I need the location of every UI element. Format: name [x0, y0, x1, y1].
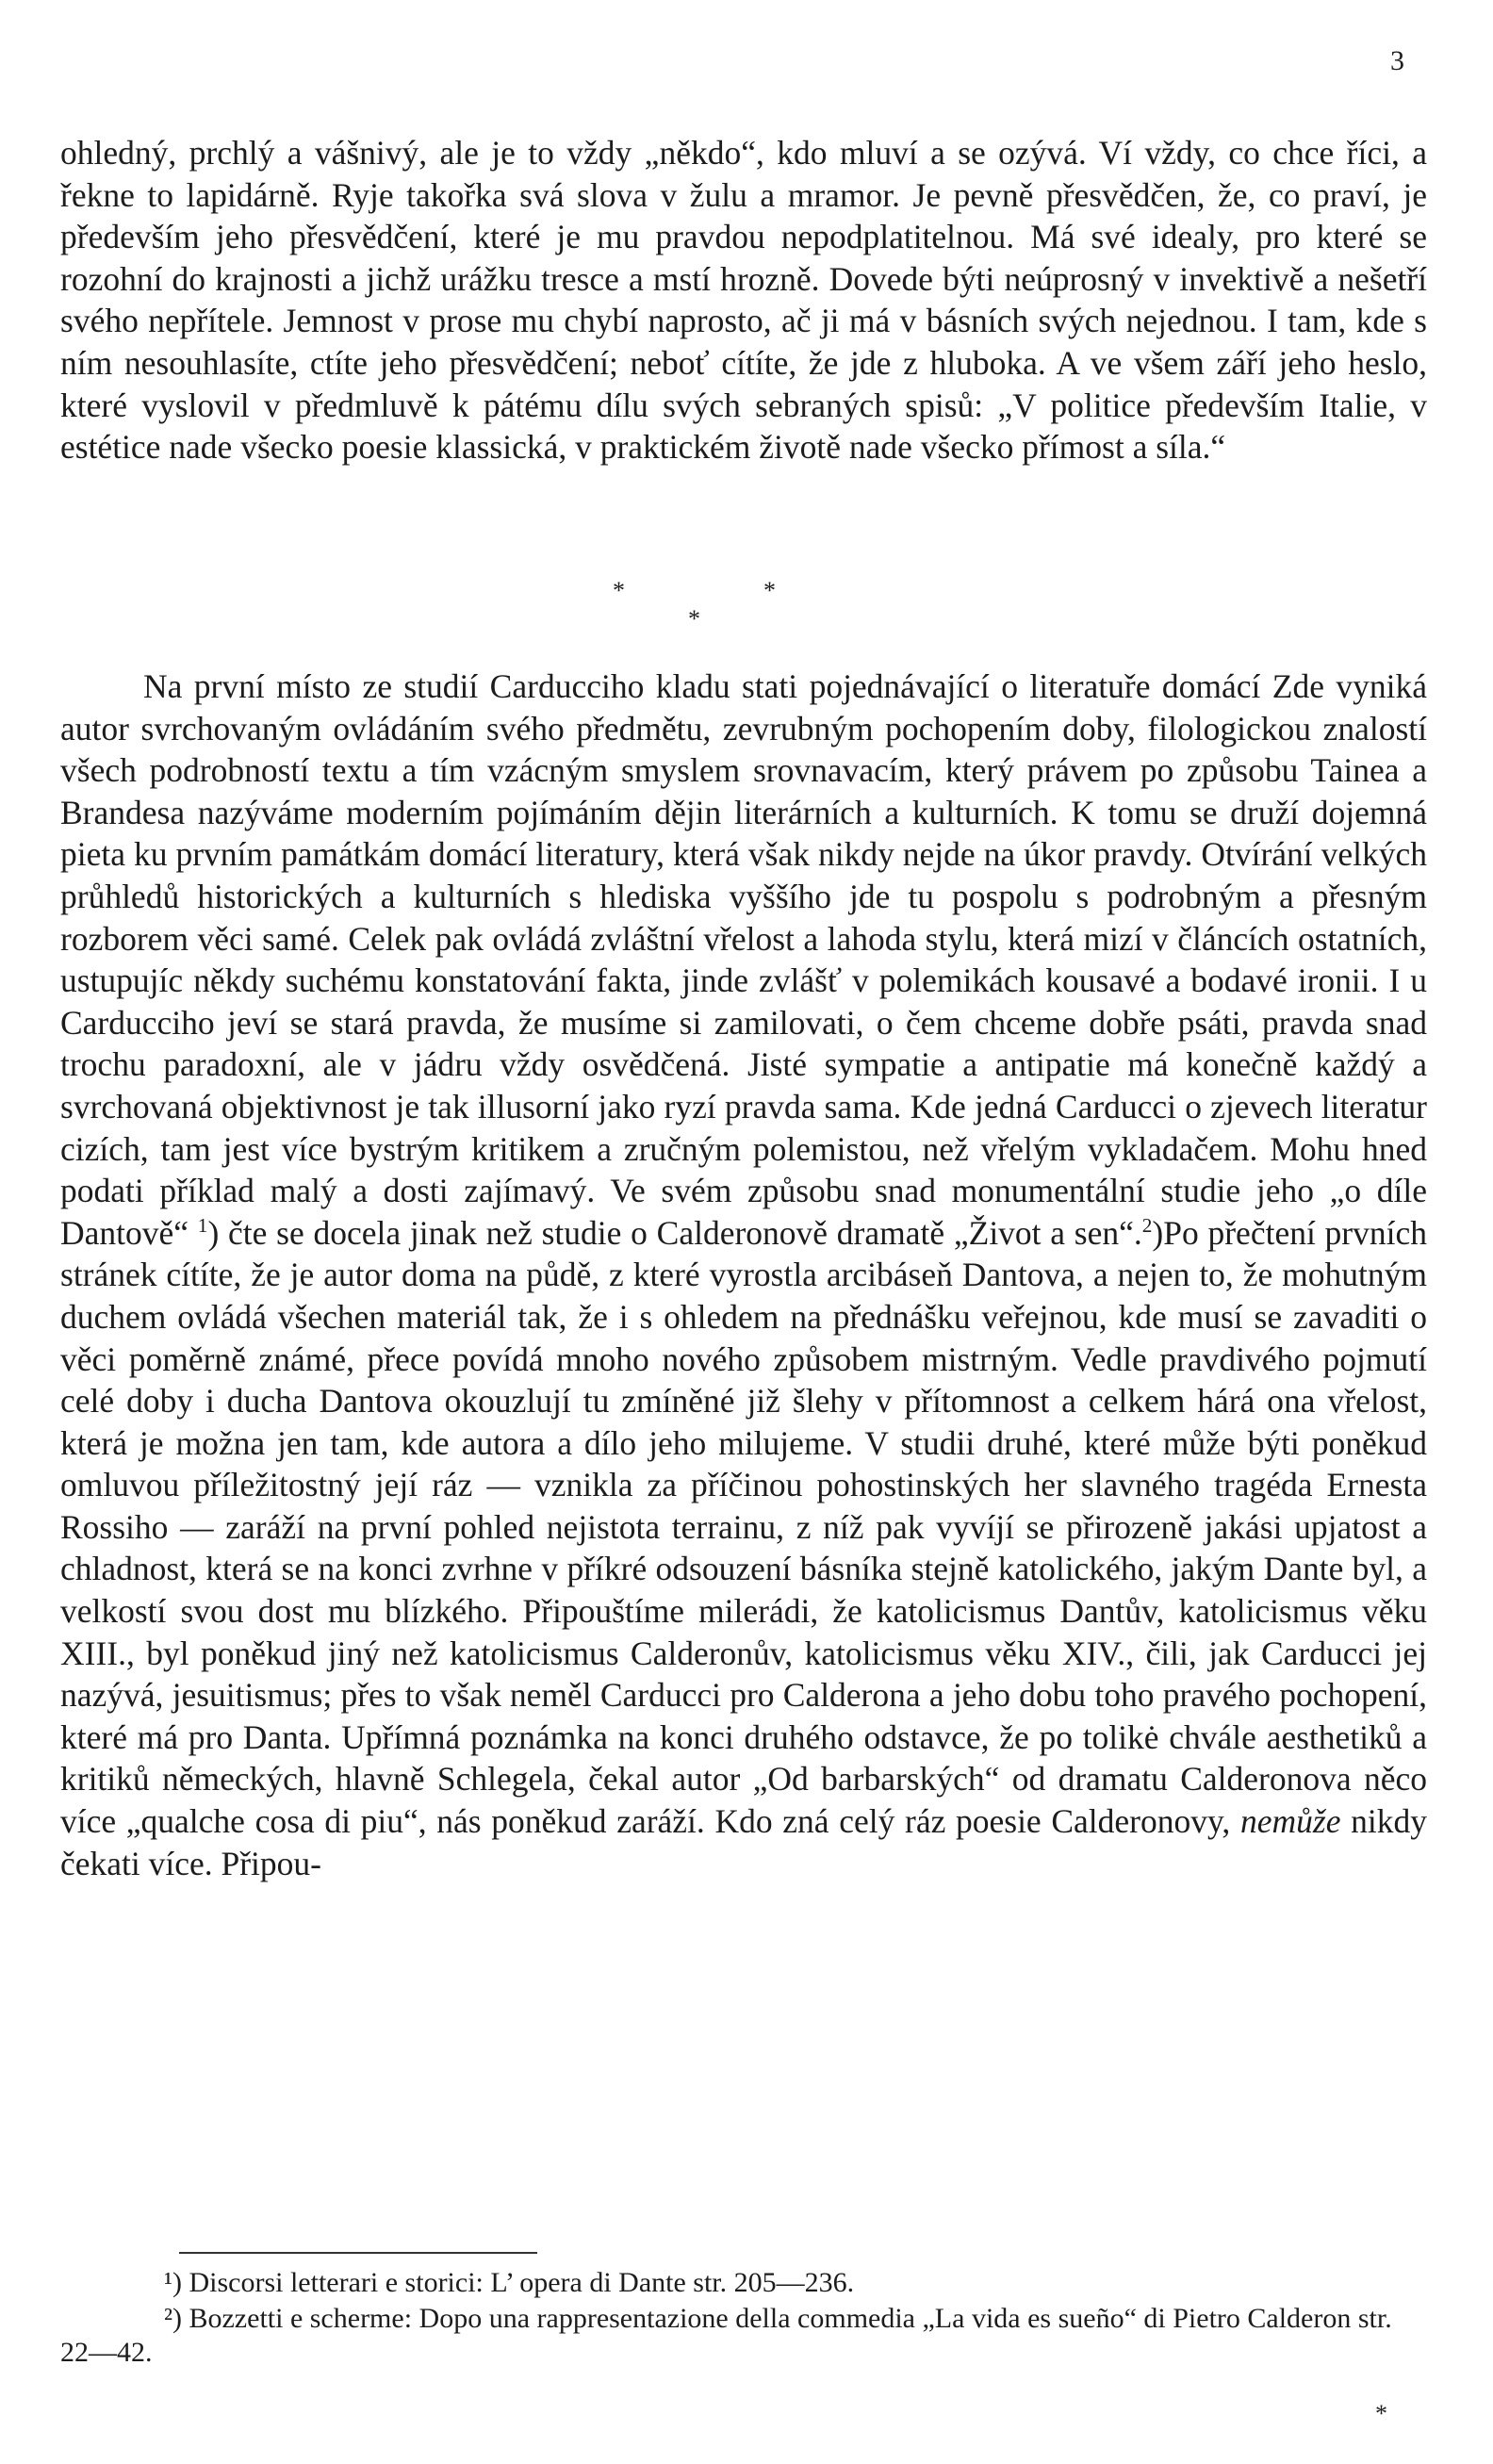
paragraph-2-part-c: )Po přečtení prvních stránek cítíte, že je autor doma na půdě, z které vyrostla arcibáseň Dantova, a nejen to, že mohutným duchem ovládá všechen materiál tak, že i s ohledem na přednášku veřejnou, kde musí se zavaditi o věci poměrně známé, přece povídá mnoho nového způsobem mistrným. Vedle pravdivého pojmutí celé doby i ducha Dantova okouzlují tu zmíněné již šlehy v přítomnost a celkem hárá ona vřelost, která je možna jen tam, kde autora a dílo jeho milujeme. V studii druhé, které může býti poněkud omluvou příležitostný její ráz — vznikla za příčinou pohostinských her slavného tragéda Ernesta Rossiho — zaráží na první pohled nejistota terrainu, z níž pak vyvíjí se přirozeně jakási upjatost a chladnost, která se na konci zvrhne v příkré odsouzení básníka stejně katolického, jakým Dante byl, a velkostí svou dost mu blízkého. Připouštíme milerádi, že katolicismus Dantův, katolicismus věku XIII., byl poněkud jiný než katolicismus Calderonův, katolicismus věku XIV., čili, jak Carducci jej nazývá, jesuitismus; přes to však neměl Carducci pro Calderona a jeho dobu toho pravého pochopení, které má pro Danta. Upřímná poznámka na konci druhého odstavce, že po tolikė chvále aesthetiků a kritiků německých, hlavně Schlegela, čekal autor „Od barbarských“ od dramatu Calderonova něco více „qualche cosa di piu“, nás poněkud zaráží. Kdo zná celý ráz poesie Calderonovy, [60, 1213, 1428, 1841]
footnote-1 [60, 2266, 1427, 2300]
footnote-ref-2: 2 [1141, 1213, 1153, 1237]
separator-star: * [613, 577, 625, 604]
footnote-2-text: Bozzetti e scherme: Dopo una rappresentazione della commedia „La vida es sueño“ di Pietro Calderon str. 22—42. [60, 2303, 1392, 2368]
paragraph-2-part-a: Na první místo ze studií Carducciho kladu stati pojednávající o literatuře domácí Zde vyniká autor svrchovaným ovládáním svého předmětu, zevrubným pochopením doby, filologickou znalostí všech podrobností textu a tím vzácným smyslem srovnavacím, který právem po způsobu Tainea a Brandesa nazýváme moderním pojímáním dějin literárních a kulturních. K tomu se druží dojemná pieta ku prvním památkám domácí literatury, která však nikdy nejde na úkor pravdy. Otvírání velkých průhledů historických a kulturních s hlediska vyššího jde tu pospolu s podrobným a přesným rozborem věci samé. Celek pak ovládá zvláštní vřelost a lahoda stylu, která mizí v článcích ostatních, ustupujíc někdy suchému konstatování fakta, jinde zvlášť v polemikách kousavé a bodavé ironii. I u Carducciho jeví se stará pravda, že musíme si zamilovati, o čem chceme dobře psáti, pravda snad trochu paradoxní, ale v jádru vždy osvědčená. Jisté sympatie a antipatie má konečně každý a svrchovaná objektivnost je tak illusorní jako ryzí pravda sama. Kde jedná Carducci o zjevech literatur cizích, tam jest více bystrým kritikem a zručným polemistou, než vřelým vykladačem. Mohu hned podati příklad malý a dosti zajímavý. Ve svém způsobu snad monumentální studie jeho „o díle Dantově“ [60, 667, 1427, 1252]
separator-star: * [688, 605, 700, 632]
footnote-divider [179, 2252, 537, 2254]
footnote-1-mark: ¹) [164, 2267, 182, 2298]
separator-star: * [763, 577, 776, 604]
emphasized-word: nemůže [1239, 1802, 1341, 1841]
section-separator [613, 577, 839, 633]
signature-mark: * [1375, 2400, 1387, 2427]
paragraph-2-part-d: nikdy čekati více. Připou- [60, 1802, 1427, 1882]
page-number: 3 [1390, 45, 1404, 76]
paragraph-2 [60, 665, 1427, 1884]
paragraph-2-part-b: ) čte se docela jinak než studie o Calderonově dramatě „Život a sen“. [207, 1213, 1142, 1252]
footnote-2-mark: ²) [164, 2303, 182, 2334]
paragraph-1: ohledný, prchlý a vášnivý, ale je to vždy „někdo“, kdo mluví a se ozývá. Ví vždy, co chce říci, a řekne to lapidárně. Ryje takořka svá slova v žulu a mramor. Je pevně přesvědčen, že, co praví, je především jeho přesvědčení, které je mu pravdou nepodplatitelnou. Má své idealy, pro které se rozohní do krajnosti a jichž urážku tresce a mstí hrozně. Dovede býti neúprosný v invektivě a nešetří svého nepřítele. Jemnost v prose mu chybí naprosto, ač ji má v básních svých nejednou. I tam, kde s ním nesouhlasíte, ctíte jeho přesvědčení; neboť cítíte, že jde z hluboka. A ve všem září jeho heslo, které vyslovil v předmluvě k pátému dílu svých sebraných spisů: „V politice především Italie, v estétice nade všecko poesie klassická, v praktickém životě nade všecko přímost a síla.“ [60, 134, 1427, 467]
footnote-1-text: Discorsi letterari e storici: L’ opera di Dante str. 205—236. [189, 2267, 855, 2298]
footnote-2 [60, 2302, 1427, 2370]
footnote-ref-1: 1 [197, 1213, 208, 1237]
